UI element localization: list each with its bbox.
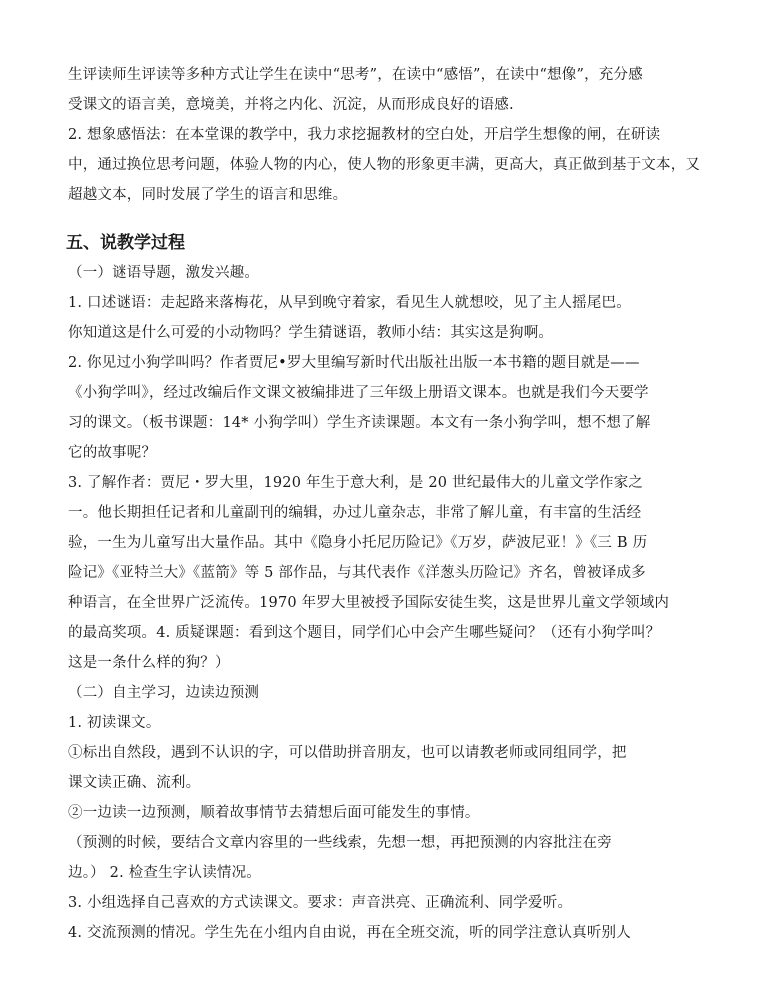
text-line: ②一边读一边预测，顺着故事情节去猜想后面可能发生的事情。 (68, 805, 480, 821)
paragraph-riddle-intro (68, 258, 704, 468)
text-line: 习的课文。（板书课题：14* 小狗学叫）学生齐读课题。本文有一条小狗学叫，想不想了解 (68, 415, 651, 431)
text-line: 4. 交流预测的情况。学生先在小组内自由说，再在全班交流，听的同学注意认真听别人 (68, 925, 631, 941)
text-line: 这是一条什么样的狗？） (68, 655, 230, 671)
paragraph-self-study (68, 678, 704, 948)
section-heading: 五、说教学过程 (66, 233, 185, 253)
text-line: 种语言，在全世界广泛流传。1970 年罗大里被授予国际安徒生奖，这是世界儿童文学领域内 (68, 595, 670, 611)
text-line: 3. 了解作者：贾尼・罗大里，1920 年生于意大利，是 20 世纪最伟大的儿童文学作家之 (68, 475, 644, 491)
text-line: 1. 初读课文。 (68, 715, 161, 731)
text-line: 2. 想象感悟法：在本堂课的教学中，我力求挖掘教材的空白处，开启学生想像的闸，在研读 (68, 127, 661, 143)
paragraph-reading-methods (68, 60, 704, 120)
text-line: 的最高奖项。4. 质疑课题：看到这个题目，同学们心中会产生哪些疑问？（还有小狗学叫？ (68, 625, 661, 641)
text-line: 《小狗学叫》，经过改编后作文课文被编排进了三年级上册语文课本。也就是我们今天要学 (68, 385, 649, 401)
paragraph-about-author (68, 468, 704, 678)
text-line: 你知道这是什么可爱的小动物吗？学生猜谜语，教师小结：其实这是狗啊。 (68, 325, 554, 341)
text-line: 2. 你见过小狗学叫吗？作者贾尼•罗大里编写新时代出版社出版一本书籍的题目就是—— (68, 355, 640, 371)
text-line: 险记》《亚特兰大》《蓝箭》等 5 部作品，与其代表作《洋葱头历险记》齐名，曾被译成多 (68, 565, 646, 581)
text-line: 生评读师生评读等多种方式让学生在读中“思考”，在读中“感悟”，在读中“想像”，充分感 (68, 67, 643, 83)
text-line: 它的故事呢？ (68, 445, 157, 461)
text-line: 验，一生为儿童写出大量作品。其中《隐身小托尼历险记》《万岁，萨波尼亚！》《三 B 历 (68, 535, 648, 551)
paragraph-imagination-method (68, 120, 704, 210)
text-line: 一。他长期担任记者和儿童副刊的编辑，办过儿童杂志，非常了解儿童，有丰富的生活经 (68, 505, 642, 521)
text-line: 边。） 2. 检查生字认读情况。 (68, 865, 262, 881)
text-line: 受课文的语言美，意境美，并将之内化、沉淀，从而形成良好的语感. (68, 97, 514, 113)
subsection-heading: （二）自主学习，边读边预测 (68, 685, 260, 701)
text-line: 课文读正确、流利。 (68, 775, 201, 791)
text-line: ①标出自然段，遇到不认识的字，可以借助拼音朋友，也可以请教老师或同组同学，把 (68, 745, 627, 761)
text-line: 超越文本，同时发展了学生的语言和思维。 (68, 187, 348, 203)
subsection-heading: （一）谜语导题，激发兴趣。 (68, 265, 260, 281)
text-line: （预测的时候，要结合文章内容里的一些线索，先想一想，再把预测的内容批注在旁 (68, 835, 612, 851)
text-line: 1. 口述谜语：走起路来落梅花，从早到晚守着家，看见生人就想咬，见了主人摇尾巴。 (68, 295, 631, 311)
text-line: 3. 小组选择自己喜欢的方式读课文。要求：声音洪亮、正确流利、同学爱听。 (68, 895, 573, 911)
text-line: 中，通过换位思考问题，体验人物的内心，使人物的形象更丰满，更高大，真正做到基于文本，又 (68, 157, 701, 173)
